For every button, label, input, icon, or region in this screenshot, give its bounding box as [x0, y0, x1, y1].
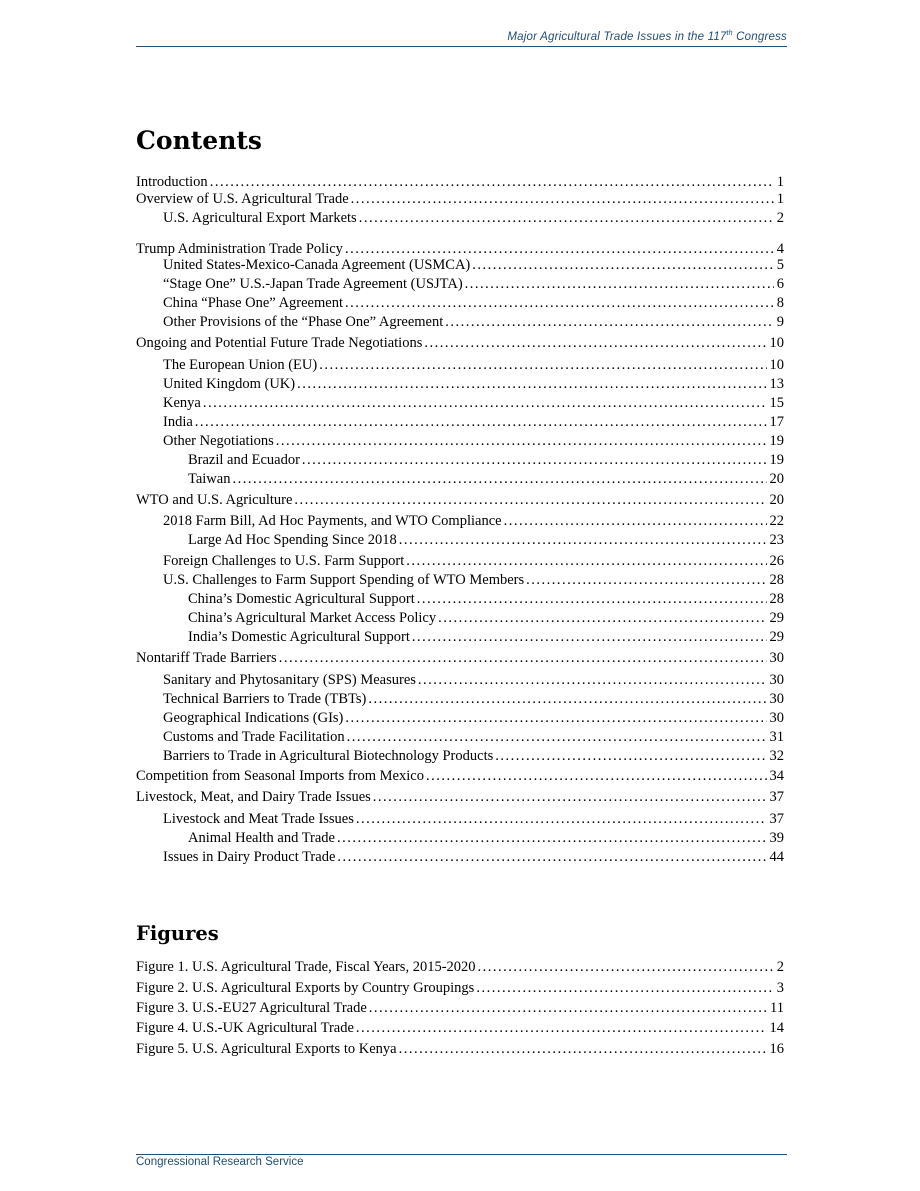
contents-entry-label[interactable]: Issues in Dairy Product Trade: [163, 849, 336, 865]
dot-leader: [368, 691, 766, 708]
dot-leader: [417, 591, 767, 608]
contents-entry-label[interactable]: Trump Administration Trade Policy: [136, 241, 343, 257]
dot-leader: [276, 433, 767, 450]
contents-entry-page[interactable]: 34: [769, 768, 784, 784]
dot-leader: [297, 376, 766, 393]
dot-leader: [210, 174, 774, 191]
dot-leader: [319, 357, 766, 374]
contents-entry-page[interactable]: 30: [769, 691, 784, 707]
contents-entry-label[interactable]: United States-Mexico-Canada Agreement (USMCA): [163, 257, 471, 273]
contents-entry[interactable]: [163, 849, 784, 866]
contents-entry[interactable]: [136, 650, 784, 667]
contents-entry-label[interactable]: Large Ad Hoc Spending Since 2018: [188, 532, 397, 548]
dot-leader: [279, 650, 767, 667]
header-rule: [136, 46, 787, 47]
contents-entry[interactable]: [188, 610, 784, 627]
running-header-title: [507, 31, 787, 43]
running-header-title-sup: th: [726, 30, 733, 38]
contents-entry-label[interactable]: Customs and Trade Facilitation: [163, 729, 345, 745]
contents-entry[interactable]: [163, 357, 784, 374]
contents-entry[interactable]: [188, 532, 784, 549]
contents-entry[interactable]: [136, 492, 784, 509]
contents-entry[interactable]: [136, 789, 784, 806]
contents-entry-label[interactable]: Nontariff Trade Barriers: [136, 650, 277, 666]
contents-entry[interactable]: [188, 629, 784, 646]
contents-entry-page[interactable]: 1: [776, 174, 784, 190]
contents-entry-label[interactable]: Foreign Challenges to U.S. Farm Support: [163, 553, 405, 569]
dot-leader: [359, 210, 774, 227]
footer-rule: [136, 1154, 787, 1155]
footer-text: Congressional Research Service: [136, 1156, 304, 1168]
contents-entry-page[interactable]: 29: [769, 629, 784, 645]
contents-entry-label[interactable]: Ongoing and Potential Future Trade Negotiations: [136, 335, 423, 351]
contents-entry-label[interactable]: Introduction: [136, 174, 208, 190]
contents-entry-page[interactable]: 30: [769, 710, 784, 726]
contents-entry-label[interactable]: Taiwan: [188, 471, 231, 487]
contents-entry[interactable]: [163, 257, 784, 274]
contents-entry-label[interactable]: Animal Health and Trade: [188, 830, 335, 846]
dot-leader: [412, 629, 767, 646]
figure-entry-page[interactable]: 14: [769, 1020, 784, 1036]
dot-leader: [476, 980, 773, 997]
contents-entry-page[interactable]: 13: [769, 376, 784, 392]
contents-entry[interactable]: [136, 768, 784, 785]
contents-entry-label[interactable]: United Kingdom (UK): [163, 376, 296, 392]
figure-entry[interactable]: [136, 1020, 784, 1037]
contents-entry[interactable]: [163, 276, 784, 293]
dot-leader: [426, 768, 767, 785]
contents-entry-label[interactable]: China “Phase One” Agreement: [163, 295, 343, 311]
dot-leader: [345, 710, 766, 727]
figure-entry[interactable]: [136, 980, 784, 997]
contents-entry[interactable]: [163, 691, 784, 708]
figure-entry-page[interactable]: 2: [776, 959, 784, 975]
dot-leader: [337, 849, 766, 866]
contents-entry-page[interactable]: 20: [769, 471, 784, 487]
figure-entry-label[interactable]: Figure 3. U.S.-EU27 Agricultural Trade: [136, 1000, 367, 1016]
contents-entry[interactable]: [136, 174, 784, 191]
dot-leader: [347, 729, 767, 746]
contents-entry[interactable]: [163, 729, 784, 746]
dot-leader: [418, 672, 767, 689]
contents-entry[interactable]: [163, 433, 784, 450]
figure-entry-page[interactable]: 3: [776, 980, 784, 996]
dot-leader: [406, 553, 766, 570]
contents-entry-page[interactable]: 44: [769, 849, 784, 865]
contents-entry-page[interactable]: 29: [769, 610, 784, 626]
contents-entry-page[interactable]: 9: [776, 314, 784, 330]
dot-leader: [351, 191, 774, 208]
contents-entry-page[interactable]: 30: [769, 672, 784, 688]
contents-entry-label[interactable]: Livestock and Meat Trade Issues: [163, 811, 354, 827]
dot-leader: [478, 959, 774, 976]
contents-entry-page[interactable]: 10: [769, 357, 784, 373]
contents-entry-page[interactable]: 20: [769, 492, 784, 508]
contents-entry-page[interactable]: 37: [769, 789, 784, 805]
contents-entry-page[interactable]: 32: [769, 748, 784, 764]
contents-entry[interactable]: [188, 471, 784, 488]
contents-entry-page[interactable]: 2: [776, 210, 784, 226]
contents-entry-label[interactable]: Kenya: [163, 395, 201, 411]
figure-entry-label[interactable]: Figure 2. U.S. Agricultural Exports by Country Groupings: [136, 980, 475, 996]
contents-entry[interactable]: [163, 811, 784, 828]
contents-entry-label[interactable]: Other Provisions of the “Phase One” Agreement: [163, 314, 444, 330]
contents-entry-label[interactable]: Sanitary and Phytosanitary (SPS) Measures: [163, 672, 416, 688]
dot-leader: [356, 1020, 767, 1037]
figure-entry-label[interactable]: Figure 5. U.S. Agricultural Exports to Kenya: [136, 1041, 397, 1057]
contents-entry-label[interactable]: China’s Agricultural Market Access Policy: [188, 610, 437, 626]
dot-leader: [373, 789, 767, 806]
contents-heading: Contents: [136, 126, 263, 155]
contents-entry-label[interactable]: Overview of U.S. Agricultural Trade: [136, 191, 349, 207]
running-header-title-main: Major Agricultural Trade Issues in the 117: [507, 31, 727, 43]
dot-leader: [445, 314, 773, 331]
contents-entry-page[interactable]: 4: [776, 241, 784, 257]
contents-entry[interactable]: [163, 553, 784, 570]
contents-entry-page[interactable]: 39: [769, 830, 784, 846]
contents-entry[interactable]: [136, 191, 784, 208]
contents-entry[interactable]: [136, 241, 784, 258]
contents-entry-page[interactable]: 5: [776, 257, 784, 273]
contents-entry[interactable]: [163, 314, 784, 331]
dot-leader: [472, 257, 774, 274]
contents-entry-label[interactable]: Technical Barriers to Trade (TBTs): [163, 691, 367, 707]
dot-leader: [345, 241, 774, 258]
contents-entry-label[interactable]: Brazil and Ecuador: [188, 452, 300, 468]
contents-entry[interactable]: [136, 335, 784, 352]
dot-leader: [424, 335, 766, 352]
figure-entry-page[interactable]: 11: [770, 1000, 784, 1016]
contents-entry[interactable]: [163, 414, 784, 431]
contents-entry-page[interactable]: 26: [769, 553, 784, 569]
contents-entry-label[interactable]: India’s Domestic Agricultural Support: [188, 629, 410, 645]
figure-entry[interactable]: [136, 1041, 784, 1058]
dot-leader: [438, 610, 766, 627]
dot-leader: [345, 295, 774, 312]
contents-entry-label[interactable]: Livestock, Meat, and Dairy Trade Issues: [136, 789, 371, 805]
dot-leader: [302, 452, 767, 469]
contents-entry-page[interactable]: 19: [769, 452, 784, 468]
contents-entry-label[interactable]: India: [163, 414, 193, 430]
figures-list: [136, 959, 784, 1079]
contents-entry[interactable]: [163, 513, 784, 530]
contents-entry-label[interactable]: WTO and U.S. Agriculture: [136, 492, 293, 508]
contents-entry-label[interactable]: U.S. Agricultural Export Markets: [163, 210, 357, 226]
contents-list: [136, 174, 784, 894]
dot-leader: [232, 471, 766, 488]
contents-entry[interactable]: [163, 295, 784, 312]
contents-entry-page[interactable]: 22: [769, 513, 784, 529]
figure-entry[interactable]: [136, 1000, 784, 1017]
figure-entry-label[interactable]: Figure 1. U.S. Agricultural Trade, Fiscal Years, 2015-2020: [136, 959, 476, 975]
contents-entry[interactable]: [188, 591, 784, 608]
contents-entry-page[interactable]: 6: [776, 276, 784, 292]
contents-entry-label[interactable]: U.S. Challenges to Farm Support Spending of WTO Members: [163, 572, 525, 588]
contents-entry-page[interactable]: 37: [769, 811, 784, 827]
running-header-title-end: Congress: [732, 31, 787, 43]
contents-entry-page[interactable]: 31: [769, 729, 784, 745]
contents-entry[interactable]: [163, 672, 784, 689]
dot-leader: [465, 276, 774, 293]
contents-entry-label[interactable]: China’s Domestic Agricultural Support: [188, 591, 415, 607]
dot-leader: [195, 414, 767, 431]
contents-entry[interactable]: [163, 748, 784, 765]
dot-leader: [495, 748, 766, 765]
contents-entry-page[interactable]: 1: [776, 191, 784, 207]
contents-entry-label[interactable]: Other Negotiations: [163, 433, 274, 449]
dot-leader: [399, 1041, 767, 1058]
dot-leader: [203, 395, 767, 412]
contents-entry[interactable]: [163, 210, 784, 227]
figure-entry-label[interactable]: Figure 4. U.S.-UK Agricultural Trade: [136, 1020, 354, 1036]
dot-leader: [399, 532, 767, 549]
dot-leader: [526, 572, 766, 589]
figure-entry-page[interactable]: 16: [769, 1041, 784, 1057]
contents-entry-label[interactable]: Competition from Seasonal Imports from Mexico: [136, 768, 424, 784]
dot-leader: [294, 492, 766, 509]
contents-entry-label[interactable]: The European Union (EU): [163, 357, 318, 373]
dot-leader: [337, 830, 767, 847]
contents-entry-page[interactable]: 17: [769, 414, 784, 430]
contents-entry[interactable]: [188, 452, 784, 469]
contents-entry-label[interactable]: Barriers to Trade in Agricultural Biotechnology Products: [163, 748, 494, 764]
figure-entry[interactable]: [136, 959, 784, 976]
contents-entry-label[interactable]: 2018 Farm Bill, Ad Hoc Payments, and WTO Compliance: [163, 513, 502, 529]
dot-leader: [504, 513, 767, 530]
contents-entry-page[interactable]: 28: [769, 572, 784, 588]
dot-leader: [356, 811, 767, 828]
contents-entry-page[interactable]: 8: [776, 295, 784, 311]
dot-leader: [369, 1000, 767, 1017]
contents-entry-page[interactable]: 28: [769, 591, 784, 607]
contents-entry-page[interactable]: 15: [769, 395, 784, 411]
contents-entry[interactable]: [163, 376, 784, 393]
contents-entry-page[interactable]: 10: [769, 335, 784, 351]
figures-heading: Figures: [136, 922, 219, 945]
contents-entry-label[interactable]: Geographical Indications (GIs): [163, 710, 344, 726]
contents-entry-label[interactable]: “Stage One” U.S.-Japan Trade Agreement (USJTA): [163, 276, 463, 292]
contents-entry[interactable]: [163, 572, 784, 589]
contents-entry[interactable]: [163, 710, 784, 727]
contents-entry-page[interactable]: 23: [769, 532, 784, 548]
contents-entry[interactable]: [188, 830, 784, 847]
contents-entry-page[interactable]: 19: [769, 433, 784, 449]
contents-entry[interactable]: [163, 395, 784, 412]
contents-entry-page[interactable]: 30: [769, 650, 784, 666]
